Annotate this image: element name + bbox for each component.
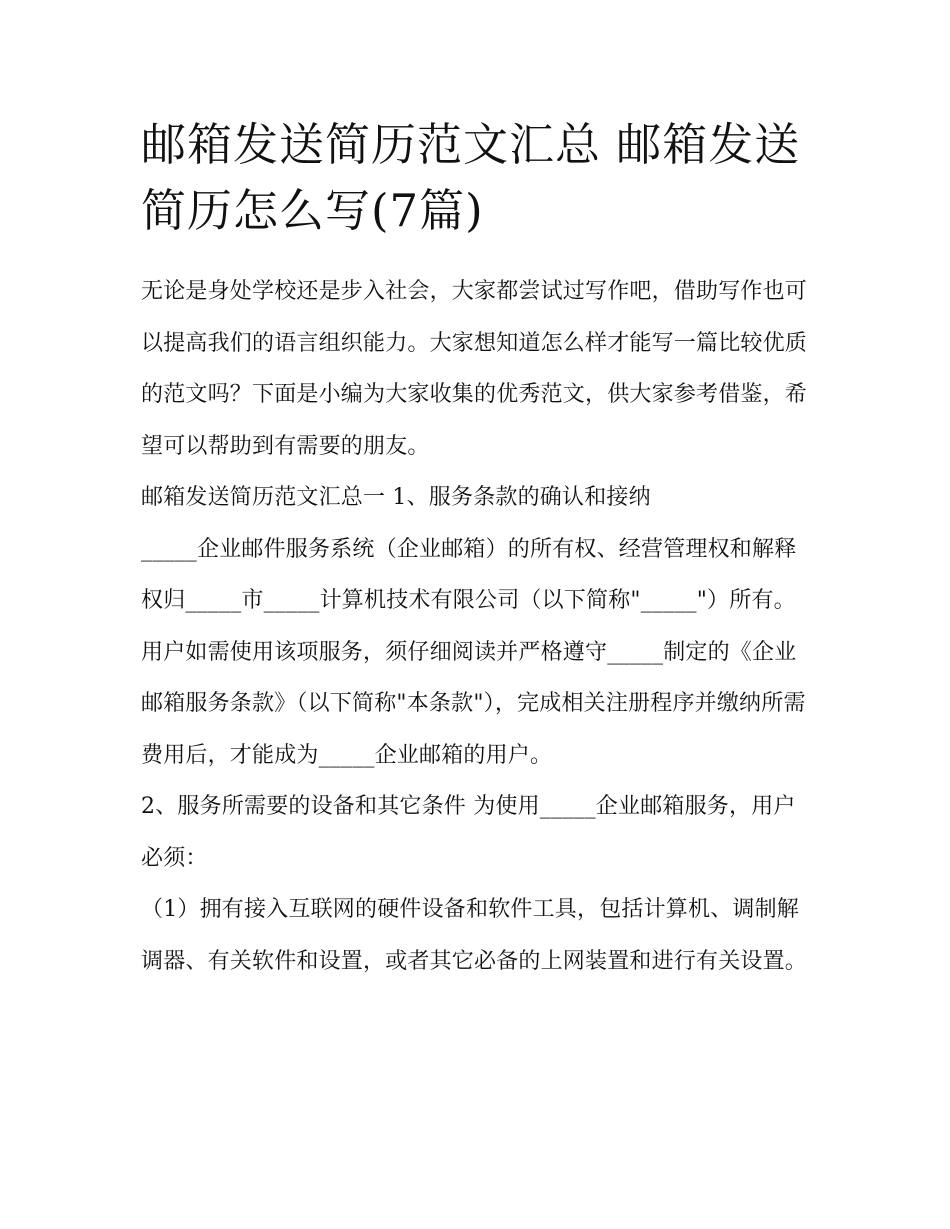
hardware-paragraph: （1）拥有接入互联网的硬件设备和软件工具，包括计算机、调制解调器、有关软件和设置，或者其它必备的上网装置和进行有关设置。 — [141, 897, 808, 974]
terms-paragraph: 用户如需使用该项服务，须仔细阅读并严格遵守_____制定的《企业邮箱服务条款》（以下简称"本条款"），完成相关注册程序并缴纳所需费用后，才能成为_____企业邮箱的用户。 — [141, 639, 806, 768]
document-body — [141, 266, 817, 987]
section-heading-paragraph: 邮箱发送简历范文汇总一 1、服务条款的确认和接纳 — [141, 485, 651, 510]
intro-paragraph: 无论是身处学校还是步入社会，大家都尝试过写作吧，借助写作也可以提高我们的语言组织能力。大家想知道怎么样才能写一篇比较优质的范文吗？下面是小编为大家收集的优秀范文，供大家参考借鉴，希望可以帮助到有需要的朋友。 — [141, 279, 808, 459]
document-page — [141, 112, 817, 987]
document-title: 邮箱发送简历范文汇总 邮箱发送简历怎么写(7篇) — [141, 118, 801, 237]
ownership-paragraph: _____企业邮件服务系统（企业邮箱）的所有权、经营管理权和解释权归_____市_____计算机技术有限公司（以下简称"_____"）所有。 — [141, 536, 797, 613]
requirements-paragraph: 2、服务所需要的设备和其它条件 为使用_____企业邮箱服务，用户必须： — [141, 794, 796, 871]
